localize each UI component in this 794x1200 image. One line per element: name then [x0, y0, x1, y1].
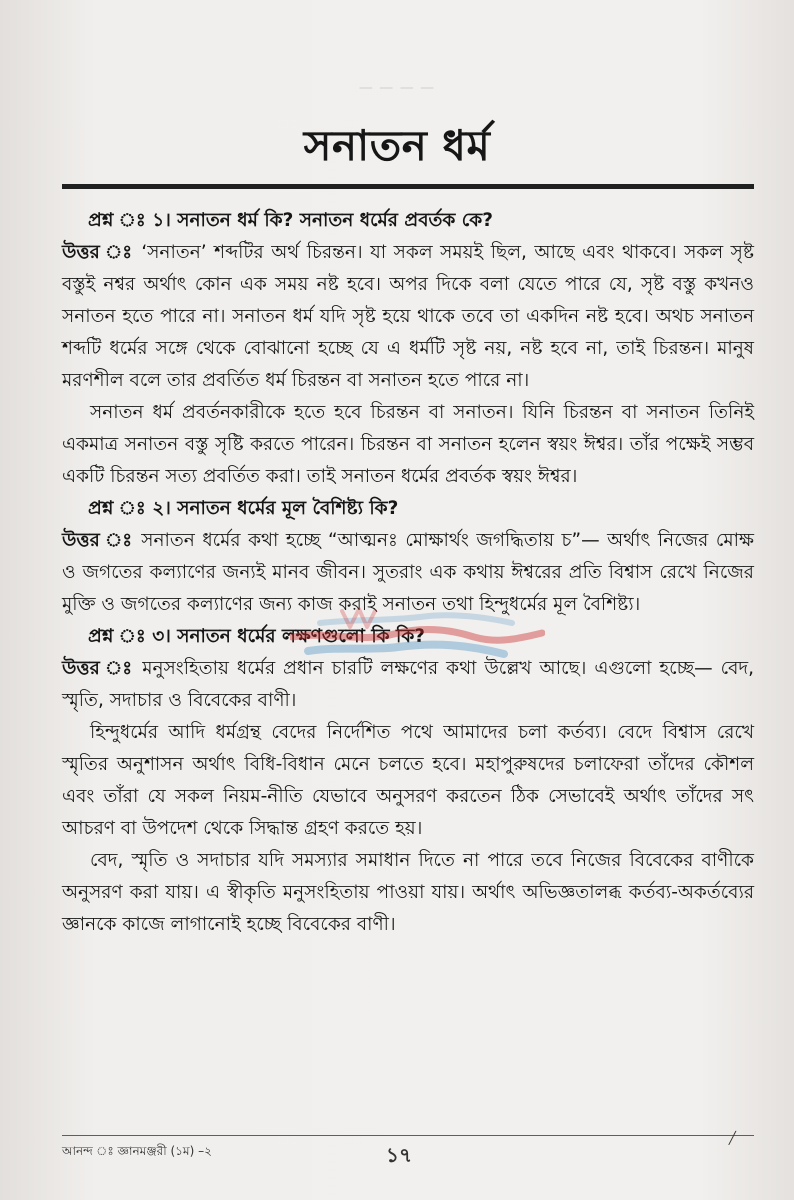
answer-label-2: উত্তর ঃ — [62, 530, 134, 551]
footer-book-title: আনন্দ ঃ জ্ঞানমঞ্জরী (১ম) –২ — [62, 1144, 212, 1158]
footer-rule — [62, 1135, 754, 1136]
answer-text-2: সনাতন ধর্মের কথা হচ্ছে “আত্মনঃ মোক্ষার্থং জগদ্ধিতায় চ”— অর্থাৎ নিজের মোক্ষ ও জগতের কল্যাণের জন্যই মানব জীবন। সুতরাং এক কথায় ঈশ্বরের প্রতি বিশ্বাস রেখে নিজের মুক্তি ও জগতের কল্যাণের জন্য কাজ করাই সনাতন তথা হিন্দুধর্মের মূল বৈশিষ্ট্য। — [62, 530, 754, 615]
page-footer — [62, 1131, 754, 1175]
footer-mark-icon: ╱ — [728, 1131, 736, 1145]
paragraph-3-1: হিন্দুধর্মের আদি ধর্মগ্রন্থ বেদের নির্দেশিত পথে আমাদের চলা কর্তব্য। বেদে বিশ্বাস রেখে স্মৃতির অনুশাসন অর্থাৎ বিধি-বিধান মেনে চলতে হবে। মহাপুরুষদের চলাফেরা তাঁদের কৌশল এবং তাঁরা যে সকল নিয়ম-নীতি যেভাবে অনুসরণ করতেন ঠিক সেভাবেই অর্থাৎ তাঁদের সৎ আচরণ বা উপদেশ থেকে সিদ্ধান্ত গ্রহণ করতে হয়। — [62, 722, 754, 839]
page-number: ১৭ — [386, 1143, 412, 1167]
answer-label-3: উত্তর ঃ — [62, 658, 135, 679]
question-1: প্রশ্ন ঃ ১। সনাতন ধর্ম কি? সনাতন ধর্মের প্রবর্তক কে? — [88, 210, 493, 231]
qa-section-1 — [62, 205, 754, 493]
answer-label-1: উত্তর ঃ — [62, 242, 134, 263]
qa-section-2 — [62, 493, 754, 621]
main-content — [62, 205, 754, 941]
answer-text-3: মনুসংহিতায় ধর্মের প্রধান চারটি লক্ষণের কথা উল্লেখ আছে। এগুলো হচ্ছে— বেদ, স্মৃতি, সদাচার ও বিবেকের বাণী। — [62, 658, 754, 711]
answer-3 — [62, 653, 754, 717]
answer-1 — [62, 237, 754, 397]
paragraph-3-2: বেদ, স্মৃতি ও সদাচার যদি সমস্যার সমাধান দিতে না পারে তবে নিজের বিবেকের বাণীকে অনুসরণ করা যায়। এ স্বীকৃতি মনুসংহিতায় পাওয়া যায়। অর্থাৎ অভিজ্ঞতালব্ধ কর্তব্য-অকর্তব্যের জ্ঞানকে কাজে লাগানোই হচ্ছে বিবেকের বাণী। — [62, 850, 754, 935]
qa-section-3 — [62, 621, 754, 941]
page-title: সনাতন ধর্ম — [303, 121, 491, 170]
question-2: প্রশ্ন ঃ ২। সনাতন ধর্মের মূল বৈশিষ্ট্য কি? — [88, 498, 399, 519]
answer-2 — [62, 525, 754, 621]
bleed-through-header: — — — — — [358, 80, 436, 96]
paragraph-1-1: সনাতন ধর্ম প্রবর্তনকারীকে হতে হবে চিরন্তন বা সনাতন। যিনি চিরন্তন বা সনাতন তিনিই একমাত্র সনাতন বস্তু সৃষ্টি করতে পারেন। চিরন্তন বা সনাতন হলেন স্বয়ং ঈশ্বর। তাঁর পক্ষেই সম্ভব একটি চিরন্তন সত্য প্রবর্তিত করা। তাই সনাতন ধর্মের প্রবর্তক স্বয়ং ঈশ্বর। — [62, 402, 754, 487]
question-3: প্রশ্ন ঃ ৩। সনাতন ধর্মের লক্ষণগুলো কি কি? — [88, 626, 426, 647]
answer-text-1: ‘সনাতন’ শব্দটির অর্থ চিরন্তন। যা সকল সময়ই ছিল, আছে এবং থাকবে। সকল সৃষ্ট বস্তুই নশ্বর অর্থাৎ কোন এক সময় নষ্ট হবে। অপর দিকে বলা যেতে পারে যে, সৃষ্ট বস্তু কখনও সনাতন হতে পারে না। সনাতন ধর্ম যদি সৃষ্ট হয়ে থাকে তবে তা একদিন নষ্ট হবে। অথচ সনাতন শব্দটি ধর্মের সঙ্গে থেকে বোঝানো হচ্ছে যে এ ধর্মটি সৃষ্ট নয়, নষ্ট হবে না, তাই চিরন্তন। মানুষ মরণশীল বলে তার প্রবর্তিত ধর্ম চিরন্তন বা সনাতন হতে পারে না। — [62, 242, 754, 391]
title-rule — [62, 184, 754, 189]
